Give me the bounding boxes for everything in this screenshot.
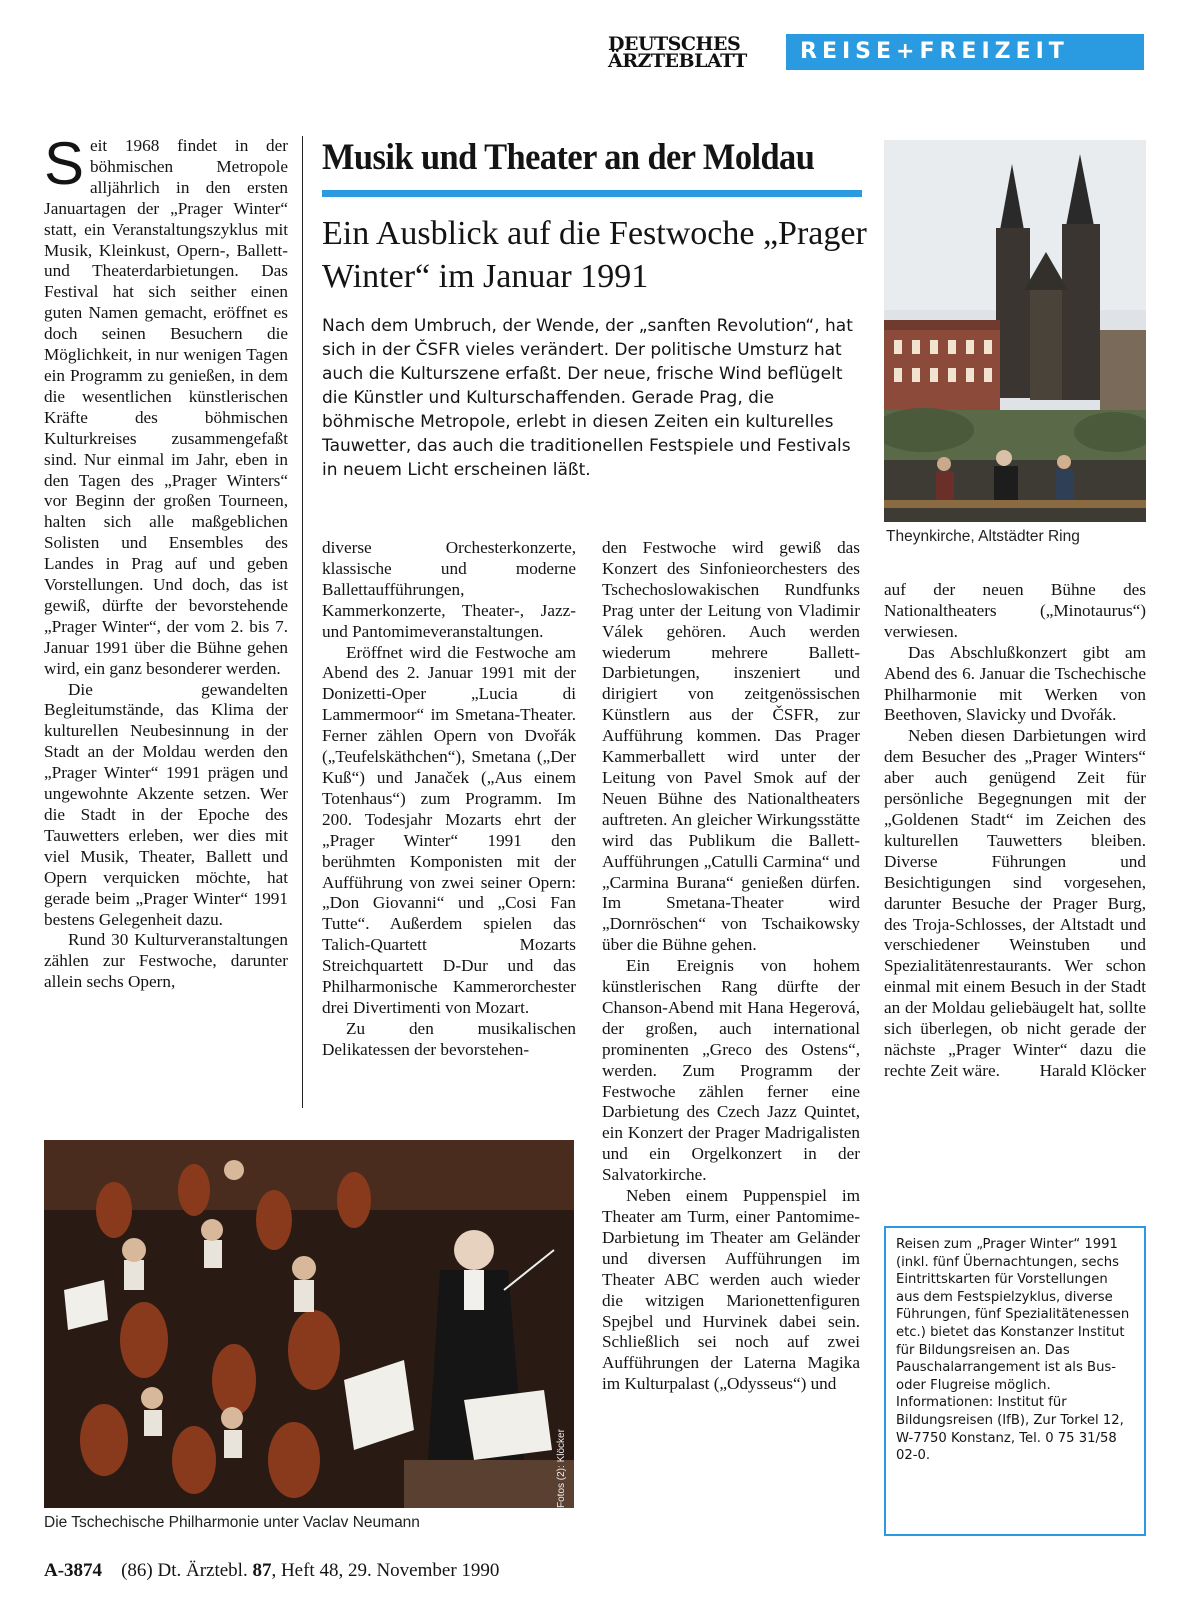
paragraph: diverse Orchesterkonzerte, klassische und moderne Ballettaufführungen, Kammerkonzerte, Theater-, Jazz- und Pantomimeveranstaltungen. [322, 538, 576, 641]
article-column-3 [602, 538, 860, 1395]
page-code: A-3874 [44, 1560, 103, 1581]
journal-name-line2: ÄRZTEBLATT [608, 50, 747, 72]
section-label: REISE+FREIZEIT [800, 39, 1069, 64]
paragraph: den Festwoche wird gewiß das Konzert des Sinfonieorchesters des Tschechoslowakischen Rundfunks Prag unter der Leitung von Vladimir Válek gehören. Auch werden wiederum mehrere Ballett-Darbietungen, inszeniert und dirigiert von zeitgenössischen Künstlern aus der ČSFR, zur Aufführung kommen. Das Prager Kammerballett wird unter der Leitung von Pavel Smok auf der Neuen Bühne des Nationaltheaters auftreten. An gleicher Wirkungsstätte wird das Publikum die Ballett-Aufführungen „Catulli Carmina“ und „Carmina Burana“ genießen dürfen. Im Smetana-Theater wird „Dornröschen“ von Tschaikowsky über die Bühne gehen. [602, 538, 860, 955]
column-divider [302, 136, 303, 1108]
paragraph: Rund 30 Kulturveranstaltungen zählen zur Festwoche, darunter allein sechs Opern, [44, 930, 288, 992]
paragraph: Ein Ereignis von hohem künstlerischen Rang dürfte der Chanson-Abend mit Hana Hegerová, der großen, auch international prominenten „Greco des Ostens“, werden. Zum Programm der Festwoche zählen ferner eine Darbietung des Czech Jazz Quintet, ein Konzert der Prager Madrigalisten und ein Orgelkonzert in der Salvatorkirche. [602, 956, 860, 1185]
headline-rule [322, 190, 862, 197]
paragraph: Das Abschlußkonzert gibt am Abend des 6. Januar die Tschechische Philharmonie mit Werken von Beethoven, Slavicky und Dvořák. [884, 642, 1146, 725]
journal-masthead [608, 33, 778, 72]
paragraph: Eröffnet wird die Festwoche am Abend des 2. Januar 1991 mit der Donizetti-Oper „Lucia di Lammermoor“ im Smetana-Theater. Ferner zählen Opern von Dvořák („Teufelskäthchen“), Smetana („Der Kuß“) und Janaček („Aus einem Totenhaus“) zum Programm. Im 200. Todesjahr Mozarts ehrt der „Prager Winter“ 1991 den berühmten Komponisten mit der Aufführung von zwei seiner Opern: „Don Giovanni“ und „Cosi Fan Tutte“. Außerdem spielen das Talich-Quartett Mozarts Streichquartett D-Dur und das Philharmonische Kammerorchester drei Divertimenti von Mozart. [322, 642, 576, 1017]
paragraph: auf der neuen Bühne des Nationaltheaters („Minotaurus“) verwiesen. [884, 580, 1146, 641]
journal-name-line1: DEUTSCHES [608, 33, 741, 55]
orchestra-photo [44, 1140, 574, 1508]
article-subheadline: Ein Ausblick auf die Festwoche „Prager Winter“ im Januar 1991 [322, 215, 867, 295]
page-footer: A-3874 (86) Dt. Ärztebl. 87, Heft 48, 29. November 1990 [44, 1560, 500, 1581]
paragraph: Die gewandelten Begleitumstände, das Klima der kulturellen Neubesinnung in der Stadt an der Moldau werden den „Prager Winter“ 1991 prägen und ungewohnte Akzente setzen. Wer die Stadt in der Epoche des Tauwetters erleben, wer dies mit viel Musik, Theater, Ballett und Opern verquicken möchte, hat gerade beim „Prager Winter“ 1991 bestens Gelegenheit dazu. [44, 679, 288, 929]
church-photo [884, 140, 1146, 522]
drop-cap: S [44, 130, 85, 197]
article-author: Harald Klöcker [1039, 1060, 1146, 1080]
volume-number: 87 [252, 1560, 272, 1581]
paragraph: Seit 1968 findet in der böhmischen Metropole alljährlich in den ersten Januartagen der „Prager Winter“ statt, ein Veranstaltungszyklus mit Musik, Kleinkust, Opern-, Ballett- und Theaterdarbietungen. Das Festival hat sich seither einen guten Namen gemacht, eröffnet es doch seinen Besuchern die Möglichkeit, in nur wenigen Tagen ein Programm zu genießen, in dem die wesentlichen künstlerischen Kräfte des böhmischen Kulturkreises zusammengefaßt sind. Nur einmal im Jahr, eben in den Tagen des „Prager Winters“ vor Beginn der großen Tourneen, halten sich alle maßgeblichen Solisten und Ensembles des Landes in Prag auf und geben Vorstellungen. Und doch, das ist gewiß, dürfte der bevorstehende „Prager Winter“, der vom 2. bis 7. Januar 1991 über die Bühne gehen wird, ein ganz besonderer werden. [44, 130, 288, 678]
journal-abbreviation: Dt. Ärztebl. [157, 1560, 248, 1581]
article-column-2 [322, 538, 576, 1061]
page-number: (86) [121, 1560, 153, 1581]
church-photo-illustration [884, 140, 1146, 522]
paragraph: Zu den musikalischen Delikatessen der bevorstehen- [322, 1018, 576, 1059]
orchestra-photo-caption: Die Tschechische Philharmonie unter Vaclav Neumann [44, 1514, 420, 1531]
article-headline: Musik und Theater an der Moldau [322, 137, 815, 178]
article-column-1 [44, 130, 288, 993]
orchestra-photo-illustration [44, 1140, 574, 1508]
section-banner [786, 34, 1144, 70]
issue-date: Heft 48, 29. November 1990 [280, 1560, 500, 1581]
article-intro: Nach dem Umbruch, der Wende, der „sanften Revolution“, hat sich in der ČSFR vieles verändert. Der politische Umsturz hat auch die Kulturszene erfaßt. Der neue, frische Wind beflügelt die Künstler und Kulturschaffenden. Gerade Prag, die böhmische Metropole, erlebt in diesen Zeiten ein kulturelles Tauwetter, das auch die traditionellen Festspiele und Festivals in neuem Licht erscheinen läßt. [322, 316, 853, 480]
paragraph: Neben einem Puppenspiel im Theater am Turm, einer Pantomime-Darbietung im Theater am Geländer und diversen Aufführungen im Theater ABC werden auch wieder die witzigen Marionettenfiguren Spejbel und Hurvinek dabei sein. Schließlich sei noch auf zwei Aufführungen der Laterna Magika im Kulturpalast („Odysseus“) und [602, 1186, 860, 1394]
church-photo-caption: Theynkirche, Altstädter Ring [886, 528, 1080, 545]
article-column-4 [884, 580, 1146, 1082]
travel-info-box: Reisen zum „Prager Winter“ 1991 (inkl. fünf Übernachtungen, sechs Eintrittskarten für Vorstellungen aus dem Festspielzyklus, diverse Führungen, fünf Spezialitätenessen etc.) bietet das Konstanzer Institut für Bildungsreisen an. Das Pauschalarrangement ist als Bus- oder Flugreise möglich. Informationen: Institut für Bildungsreisen (IfB), Zur Torkel 12, W-7750 Konstanz, Tel. 0 75 31/58 02-0. [884, 1226, 1146, 1536]
paragraph: Neben diesen Darbietungen wird dem Besucher des „Prager Winters“ aber auch genügend Zeit für persönliche Begegnungen mit der „Goldenen Stadt“ im Zeichen des kulturellen Tauwetters bleiben. Diverse Führungen und Besichtigungen sind vorgesehen, darunter Besuche der Prager Burg, des Troja-Schlosses, der Altstadt und verschiedener Weinstuben und Spezialitätenrestaurants. Wer schon einmal mit einem Besuch in der Stadt an der Moldau geliebäugelt hat, sollte sich überlegen, ob nicht gerade der nächste „Prager Winter“ dazu die rechte Zeit wäre. Harald Klöcker [884, 726, 1146, 1080]
photo-credit: Fotos (2): Klöcker [556, 1429, 567, 1508]
